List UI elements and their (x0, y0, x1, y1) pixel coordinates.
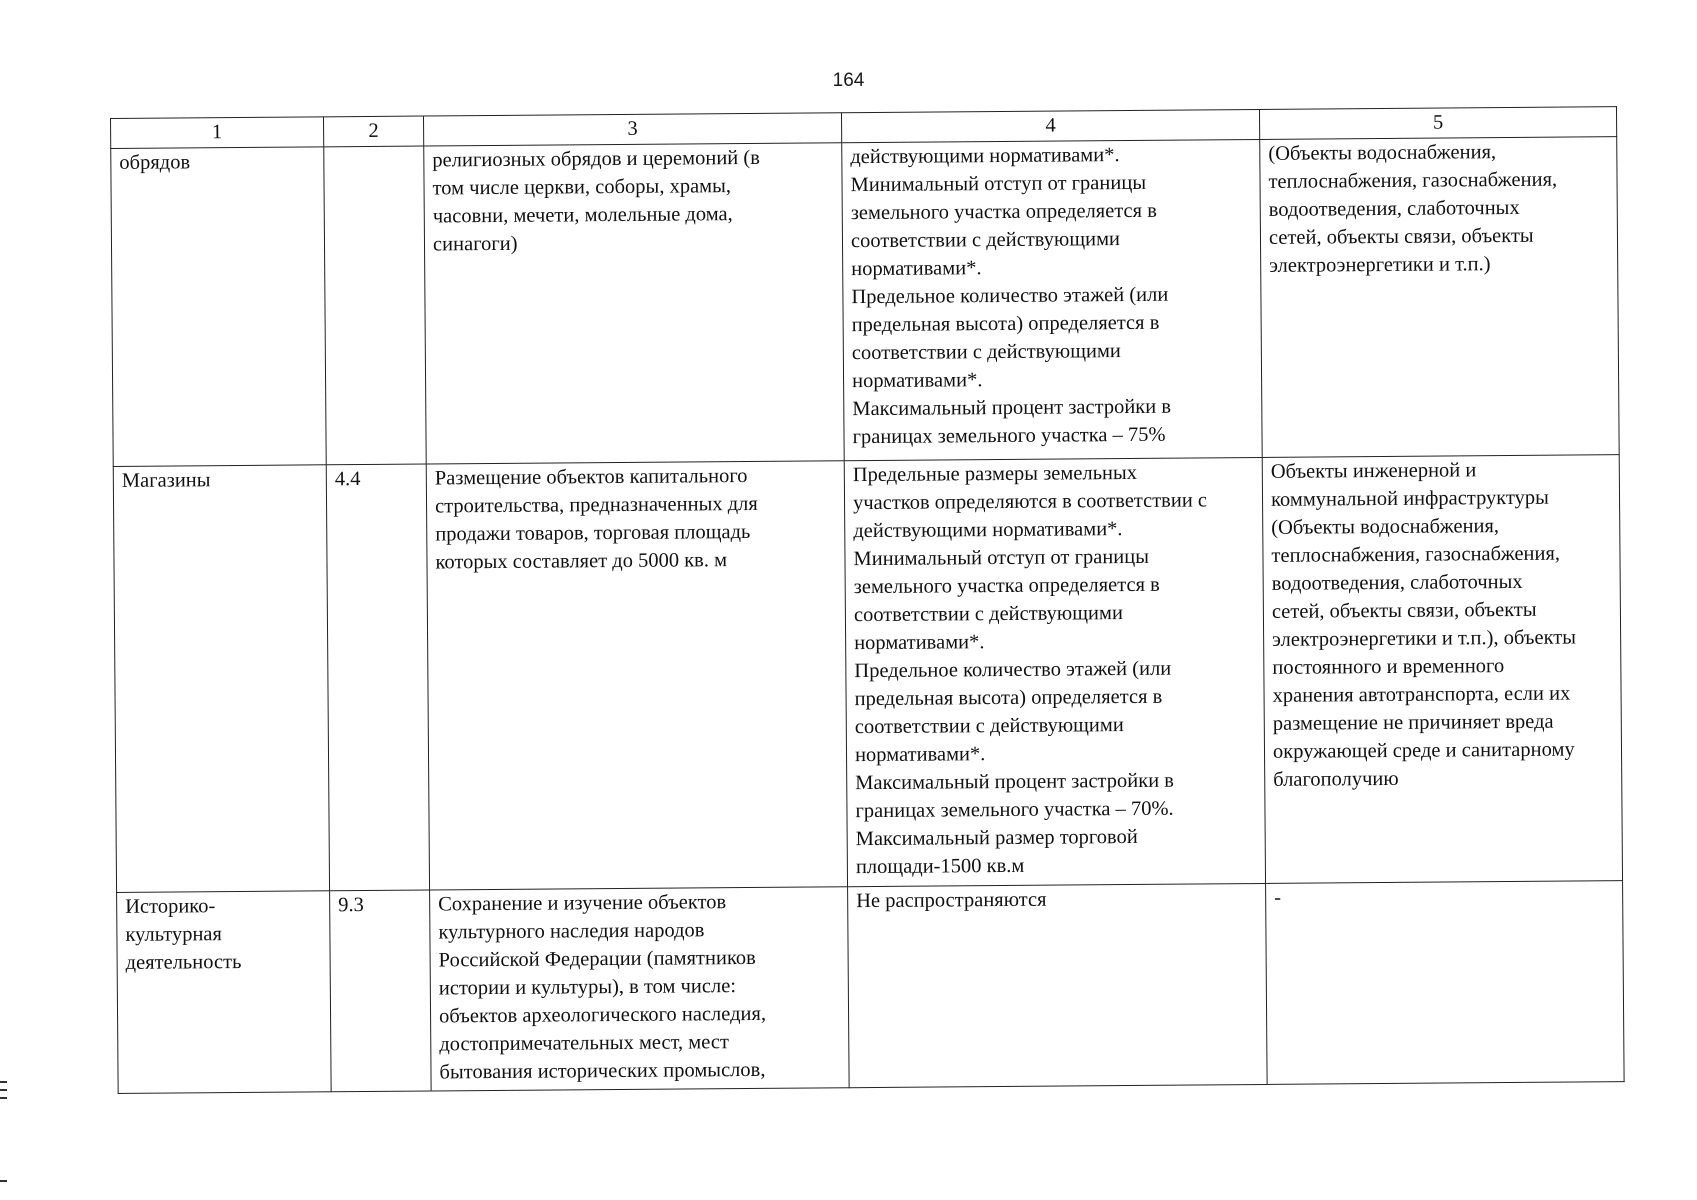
use-type-parameters: Предельные размеры земельных участков определяются в соответствии с действующими нормативами*. Минимальный отступ от границы земельного участка определяется в соответствии с действующими нормативами*. Предельное количество этажей (или предельная высота) определяется в соответствии с действующими нормативами*. Максимальный процент застройки в границах земельного участка – 70%. Максимальный размер торговой площади-1500 кв.м (844, 457, 1265, 886)
header-col-4: 4 (841, 109, 1259, 142)
header-col-1: 1 (111, 117, 324, 149)
table-row (111, 137, 1619, 467)
use-type-auxiliary: - (1266, 881, 1625, 1085)
header-col-5: 5 (1259, 107, 1616, 140)
scan-edge-mark (0, 1089, 7, 1091)
use-type-description: Размещение объектов капитального строительства, предназначенных для продажи товаров, торговая площадь которых составляет до 5000 кв. м (426, 461, 847, 890)
use-type-description: Сохранение и изучение объектов культурного наследия народов Российской Федерации (памятников истории и культуры), в том числе: объектов археологического наследия, достопримечательных мест, мест бытования исторических промыслов, (430, 887, 850, 1091)
use-type-code: 9.3 (330, 890, 432, 1092)
use-type-parameters: действующими нормативами*. Минимальный отступ от границы земельного участка определяется в соответствии с действующими нормативами*. Предельное количество этажей (или предельная высота) определяется в соответствии с действующими нормативами*. Максимальный процент застройки в границах земельного участка – 75% (842, 139, 1262, 460)
scan-edge-mark (0, 1180, 7, 1182)
use-type-name: Историко- культурная деятельность (117, 891, 332, 1094)
table-row (113, 455, 1622, 893)
use-type-code: 4.4 (326, 464, 429, 891)
use-type-description: религиозных обрядов и церемоний (в том числе церкви, соборы, храмы, часовни, мечети, молельные дома, синагоги) (424, 143, 844, 464)
page-number: 164 (832, 70, 865, 91)
header-col-2: 2 (323, 116, 423, 147)
use-type-auxiliary: Объекты инженерной и коммунальной инфраструктуры (Объекты водоснабжения, теплоснабжения, газоснабжения, водоотведения, слаботочных сетей, объекты связи, объекты электроэнергетики и т.п.), объекты постоянного и временного хранения автотранспорта, если их размещение не причиняет вреда окружающей среде и санитарному благополучию (1262, 455, 1622, 884)
regulations-table (110, 106, 1625, 1094)
table-row (117, 881, 1625, 1094)
use-type-parameters: Не распространяются (848, 883, 1268, 1087)
scan-edge-mark (0, 1097, 7, 1099)
scan-edge-mark (0, 1081, 7, 1083)
use-type-name: Магазины (113, 465, 329, 893)
header-col-3: 3 (423, 113, 841, 146)
use-type-auxiliary: (Объекты водоснабжения, теплоснабжения, газоснабжения, водоотведения, слаботочных сетей, объекты связи, объекты электроэнергетики и т.п.) (1260, 137, 1619, 458)
use-type-name: обрядов (111, 147, 326, 467)
use-type-code (324, 146, 426, 465)
